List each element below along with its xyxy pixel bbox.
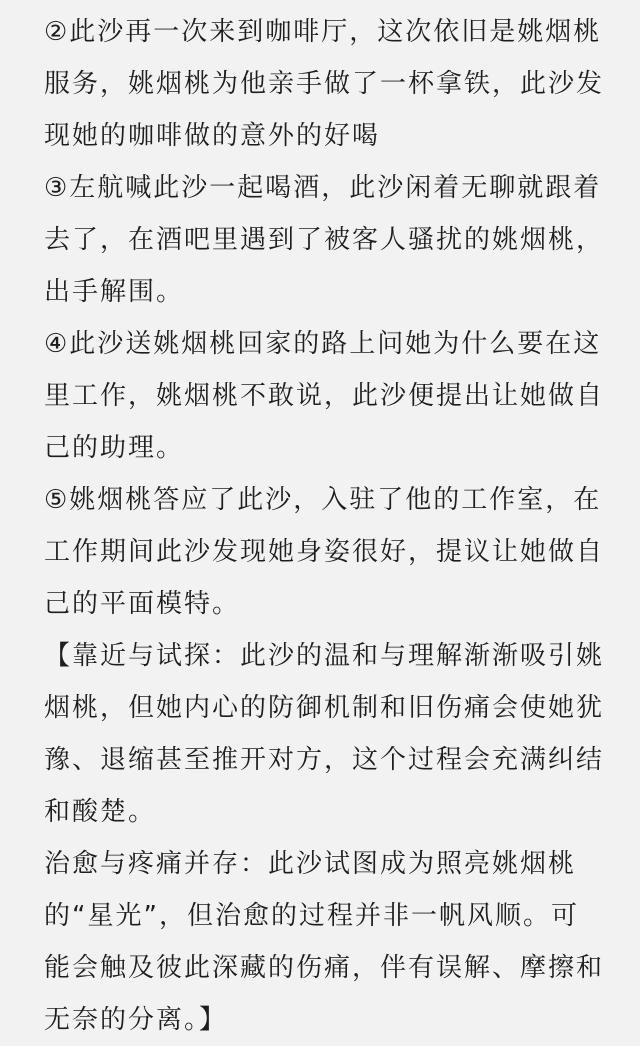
paragraph-scene-2: ②此沙再一次来到咖啡厅，这次依旧是姚烟桃服务，姚烟桃为他亲手做了一杯拿铁，此沙发现她的咖啡做的意外的好喝 [44,17,605,151]
paragraph-scene-5: ⑤姚烟桃答应了此沙，入驻了他的工作室，在工作期间此沙发现她身姿很好，提议让她做自己的平面模特。 [44,485,605,619]
paragraph-healing-and-pain: 治愈与疼痛并存：此沙试图成为照亮姚烟桃的“星光”，但治愈的过程并非一帆风顺。可能会触及彼此深藏的伤痛，伴有误解、摩擦和无奈的分离。】 [44,849,605,1035]
paragraph-scene-4: ④此沙送姚烟桃回家的路上问她为什么要在这里工作，姚烟桃不敢说，此沙便提出让她做自己的助理。 [44,329,605,463]
paragraph-scene-3: ③左航喊此沙一起喝酒，此沙闲着无聊就跟着去了，在酒吧里遇到了被客人骚扰的姚烟桃，出手解围。 [44,173,605,307]
story-text [44,6,604,1046]
paragraph-approach-and-probe: 【靠近与试探：此沙的温和与理解渐渐吸引姚烟桃，但她内心的防御机制和旧伤痛会使她犹豫、退缩甚至推开对方，这个过程会充满纠结和酸楚。 [44,641,605,827]
